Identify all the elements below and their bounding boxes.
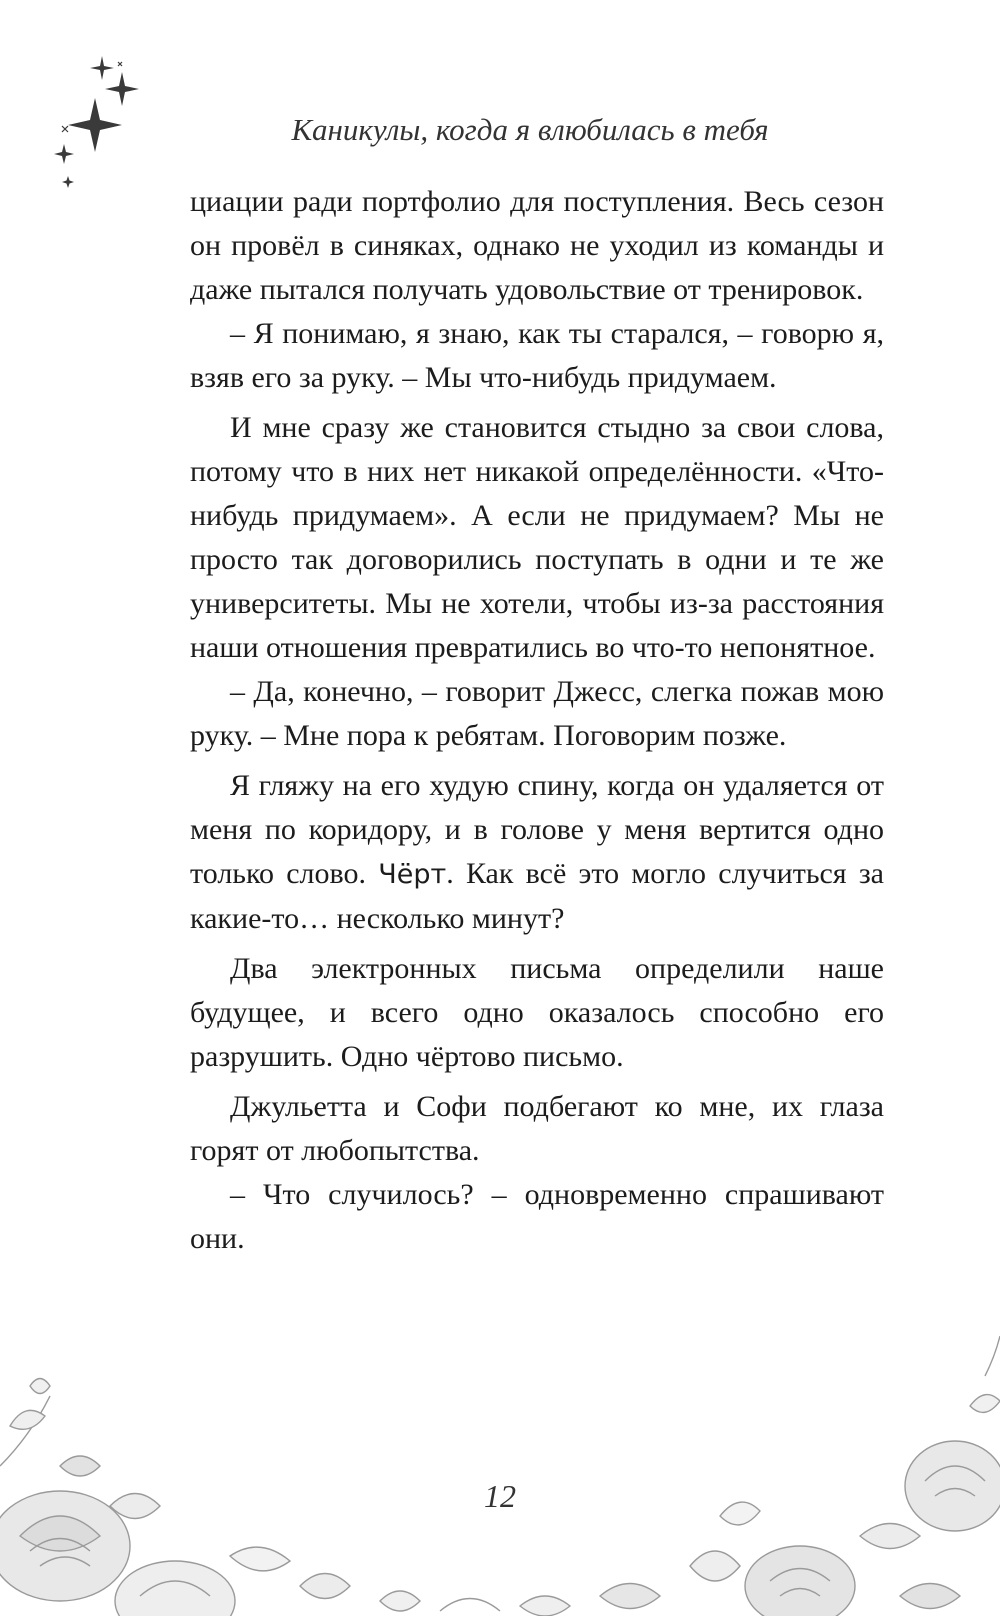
paragraph: И мне сразу же становится стыдно за свои слова, потому что в них нет никакой определённости. «Что-нибудь придумаем». А если не придумаем? Мы не просто так договорились поступать в одни и те же университеты. Мы не хотели, чтобы из-за расстояния наши отношения превратились во что-то непонятное. — [190, 411, 884, 664]
emphasized-word: Чёрт — [378, 859, 447, 890]
paragraph: Джульетта и Софи подбегают ко мне, их глаза горят от любопытства. — [190, 1090, 884, 1167]
body-text — [190, 180, 884, 1261]
paragraph — [190, 764, 884, 941]
paragraph: – Я понимаю, я знаю, как ты старался, – говорю я, взяв его за руку. – Мы что-нибудь придумаем. — [190, 317, 884, 394]
paragraph: Два электронных письма определили наше будущее, и всего одно оказалось способно его разрушить. Одно чёртово письмо. — [190, 952, 884, 1073]
rose-floral-border — [0, 1316, 1000, 1616]
page-number: 12 — [484, 1478, 516, 1514]
paragraph: циации ради портфолио для поступления. Весь сезон он провёл в синяках, однако не уходил из команды и даже пытался получать удовольствие от тренировок. — [190, 185, 884, 306]
paragraph-text: . Как всё это могло случиться за какие-то… несколько минут? — [190, 857, 884, 935]
paragraph-text: Я гляжу на его худую спину, когда он удаляется от меня по коридору, и в голове у меня вертится одно только слово. — [190, 769, 884, 890]
paragraph: – Да, конечно, – говорит Джесс, слегка пожав мою руку. – Мне пора к ребятам. Поговорим позже. — [190, 675, 884, 752]
paragraph: – Что случилось? – одновременно спрашивают они. — [190, 1178, 884, 1255]
running-header: Каникулы, когда я влюбилась в тебя — [291, 112, 769, 147]
